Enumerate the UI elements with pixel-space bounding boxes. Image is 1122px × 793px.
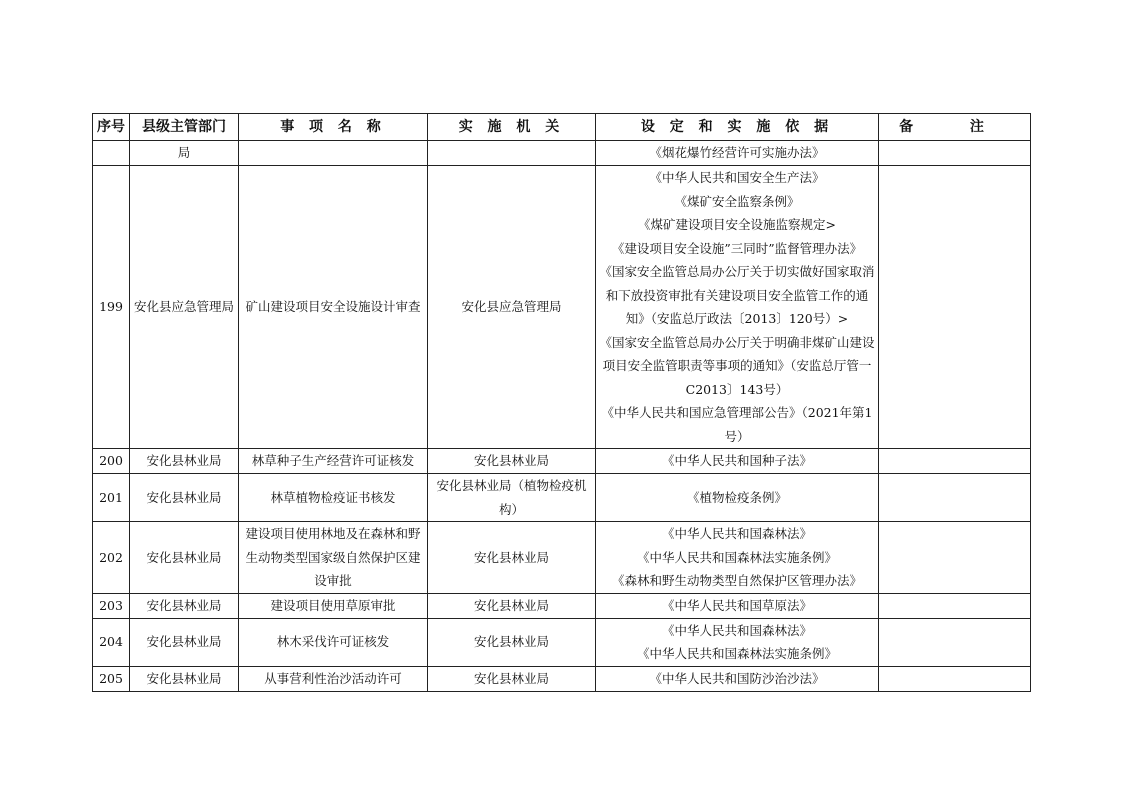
cell-seq: 201: [93, 474, 130, 522]
cell-basis: [596, 522, 879, 594]
cell-note: [879, 618, 1031, 666]
cell-dept: 安化县林业局: [130, 449, 239, 474]
cell-dept: 安化县林业局: [130, 522, 239, 594]
cell-agency: 安化县林业局: [428, 618, 596, 666]
header-row: [93, 114, 1031, 141]
header-agency: 实 施 机 关: [428, 114, 596, 141]
cell-item: 林草植物检疫证书核发: [239, 474, 428, 522]
basis-entry: 《国家安全监管总局办公厅关于切实做好国家取消和下放投资审批有关建设项目安全监管工作的通知》（安监总厅政法〔2013〕120号）>: [599, 264, 875, 326]
basis-entry: 《建设项目安全设施”三同时”监督管理办法》: [611, 240, 863, 256]
table-row: [93, 618, 1031, 666]
cell-dept: 局: [130, 141, 239, 166]
table-row: [93, 474, 1031, 522]
cell-basis: [596, 666, 879, 691]
header-basis: 设 定 和 实 施 依 据: [596, 114, 879, 141]
cell-agency: 安化县林业局: [428, 449, 596, 474]
cell-agency: [428, 141, 596, 166]
basis-entry: 《中华人民共和国草原法》: [661, 597, 812, 613]
cell-basis: [596, 474, 879, 522]
basis-entry: 《中华人民共和国应急管理部公告》（2021年第1号）: [601, 405, 873, 444]
basis-entry: 《中华人民共和国安全生产法》: [649, 170, 825, 185]
cell-seq: 203: [93, 593, 130, 618]
cell-note: [879, 449, 1031, 474]
basis-entry: 《中华人民共和国森林法》: [661, 622, 812, 638]
cell-agency: 安化县林业局（植物检疫机构）: [428, 474, 596, 522]
cell-basis: [596, 449, 879, 474]
cell-item: 从事营利性治沙活动许可: [239, 666, 428, 691]
header-note: 备 注: [879, 114, 1031, 141]
header-dept: 县级主管部门: [130, 114, 239, 141]
cell-dept: 安化县林业局: [130, 593, 239, 618]
table-row: [93, 522, 1031, 594]
table-row: [93, 166, 1031, 449]
cell-item: 矿山建设项目安全设施设计审查: [239, 166, 428, 449]
cell-note: [879, 666, 1031, 691]
basis-entry: 《煤矿建设项目安全设施监察规定>: [638, 217, 836, 232]
basis-entry: 《中华人民共和国防沙治沙法》: [649, 670, 825, 686]
cell-basis: 《烟花爆竹经营许可实施办法》: [596, 141, 879, 166]
cell-item: [239, 141, 428, 166]
cell-seq: 199: [93, 166, 130, 449]
cell-agency: 安化县林业局: [428, 522, 596, 594]
cell-basis: [596, 593, 879, 618]
cell-seq: [93, 141, 130, 166]
cell-item: 建设项目使用林地及在森林和野生动物类型国家级自然保护区建设审批: [239, 522, 428, 594]
cell-note: [879, 522, 1031, 594]
cell-seq: 202: [93, 522, 130, 594]
basis-entry: 《中华人民共和国森林法实施条例》: [636, 646, 837, 661]
basis-entry: 《森林和野生动物类型自然保护区管理办法》: [611, 573, 862, 588]
basis-entry: 《中华人民共和国森林法实施条例》: [636, 549, 837, 565]
cell-dept: 安化县林业局: [130, 618, 239, 666]
cell-basis: [596, 618, 879, 666]
permit-items-table: [92, 113, 1031, 692]
cell-note: [879, 593, 1031, 618]
cell-agency: 安化县应急管理局: [428, 166, 596, 449]
continued-row: [93, 141, 1031, 166]
cell-seq: 204: [93, 618, 130, 666]
cell-item: 林木采伐许可证核发: [239, 618, 428, 666]
cell-seq: 200: [93, 449, 130, 474]
table-row: [93, 449, 1031, 474]
basis-entry: 《植物检疫条例》: [686, 489, 787, 505]
cell-note: [879, 474, 1031, 522]
cell-dept: 安化县林业局: [130, 666, 239, 691]
table-row: [93, 593, 1031, 618]
basis-entry: 《煤矿安全监察条例》: [674, 193, 800, 209]
cell-agency: 安化县林业局: [428, 593, 596, 618]
basis-entry: 《中华人民共和国种子法》: [661, 453, 812, 469]
cell-note: [879, 166, 1031, 449]
cell-basis: [596, 166, 879, 449]
cell-agency: 安化县林业局: [428, 666, 596, 691]
header-seq: 序号: [93, 114, 130, 141]
basis-entry: 《中华人民共和国森林法》: [661, 526, 812, 541]
table-row: [93, 666, 1031, 691]
header-item: 事 项 名 称: [239, 114, 428, 141]
cell-dept: 安化县林业局: [130, 474, 239, 522]
cell-dept: 安化县应急管理局: [130, 166, 239, 449]
cell-item: 林草种子生产经营许可证核发: [239, 449, 428, 474]
cell-note: [879, 141, 1031, 166]
cell-seq: 205: [93, 666, 130, 691]
cell-item: 建设项目使用草原审批: [239, 593, 428, 618]
table-body: [93, 141, 1031, 692]
basis-entry: 《国家安全监管总局办公厅关于明确非煤矿山建设项目安全监管职责等事项的通知》（安监总厅管一C2013〕143号）: [599, 334, 875, 397]
